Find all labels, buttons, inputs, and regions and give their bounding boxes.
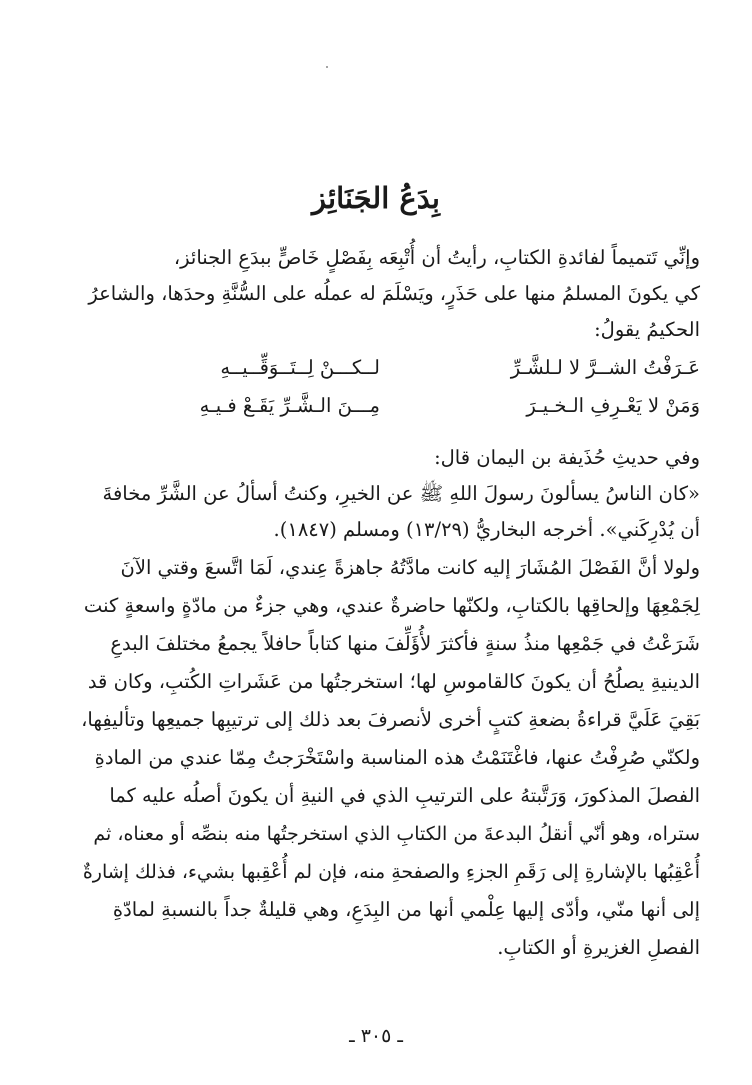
scan-speck (326, 66, 328, 68)
body-line: ستراه، وهو أنّي أنقلُ البدعةَ من الكتابِ الذي استخرجتُها منه بنصِّه أو معناه، ثم (93, 823, 700, 845)
body-line: بَقِيَ عَلَيَّ قراءةُ بضعةِ كتبٍ أخرى لأنصرفَ بعد ذلك إلى ترتيبِها جميعِها وتأليفِها، (81, 708, 700, 731)
hadith-line: أن يُدْرِكَني». أخرجه البخاريُّ (١٣/٢٩) ومسلم (١٨٤٧). (273, 518, 700, 541)
body-line: ولولا أنَّ الفَصْلَ المُشَارَ إليه كانت مادَّتُهُ جاهزةً عِندي، لَمَا اتَّسعَ وقتي الآنَ (120, 556, 700, 579)
body-line: الدينيةِ يصلُحُ أن يكونَ كالقاموسِ لها؛ استخرجتُها من عَشَراتِ الكُتبِ، وكان قد (87, 670, 700, 693)
section-title: بِدَعُ الجَنَائِز (312, 181, 440, 215)
hadith-line: «كان الناسُ يسألونَ رسولَ اللهِ ﷺ عن الخيرِ، وكنتُ أسألُ عن الشَّرِّ مخافةَ (102, 482, 700, 505)
poem-hemistich-first: عَـرَفْتُ الشــرَّ لا لـلشَّـرِّ (510, 356, 700, 379)
body-line: لِجَمْعِهَا وإلحاقِها بالكتابِ، ولكنّها حاضرةٌ عندي، وهي جزءٌ من مادّةٍ واسعةٍ كنت (83, 594, 700, 617)
poem-hemistich-first: وَمَنْ لا يَعْـرِفِ الـخـيـرَ (526, 394, 700, 417)
intro-line: وإنِّي تَتميماً لفائدةِ الكتابِ، رأيتُ أن أُتْبِعَه بِفَصْلٍ خَاصٍّ ببدَعِ الجنائز، (173, 246, 700, 269)
body-line: شَرَعْتُ في جَمْعِها منذُ سنةٍ فأكثرَ لأُؤَلِّفَ منها كتاباً حافلاً يجمعُ مختلفَ البدعِ (110, 632, 700, 655)
intro-line: الحكيمُ يقولُ: (594, 318, 700, 341)
poem-hemistich-second: مِـــنَ الـشَّـرِّ يَقَـعْ فـيـهِ (199, 394, 380, 417)
body-line: إلى أنها منّي، وأدّى إليها عِلْمي أنها من البِدَعِ، وهي قليلةٌ جداً بالنسبةِ لمادّةِ (112, 898, 700, 921)
hadith-intro: وفي حديثِ حُذَيفة بن اليمان قال: (434, 446, 700, 469)
body-line: الفصلِ الغزيرةِ أو الكتابِ. (497, 936, 700, 959)
body-line: ولكنّي صُرِفْتُ عنها، فاغْتَنَمْتُ هذه المناسبة واسْتَخْرَجتُ مِمّا عندي من المادةِ (94, 746, 700, 769)
page-number: ـ ٣٠٥ ـ (349, 1025, 403, 1047)
poem-hemistich-second: لــكـــنْ لِــتَــوَقِّــيــهِ (220, 356, 380, 379)
intro-line: كي يكونَ المسلمُ منها على حَذَرٍ، ويَسْلَمَ له عملُه على السُّنَّةِ وحدَها، والشاعرُ (88, 282, 700, 305)
body-line: الفصلَ المذكورَ، وَرَتَّبتهُ على الترتيبِ الذي في النيةِ أن يكونَ أصلُه عليه كما (109, 784, 700, 807)
body-line: أُعْقِبُها بالإشارةِ إلى رَقَمِ الجزءِ والصفحةِ منه، فإن لم أُعْقِبها بشيء، فذلك إشارةٌ (82, 861, 700, 883)
